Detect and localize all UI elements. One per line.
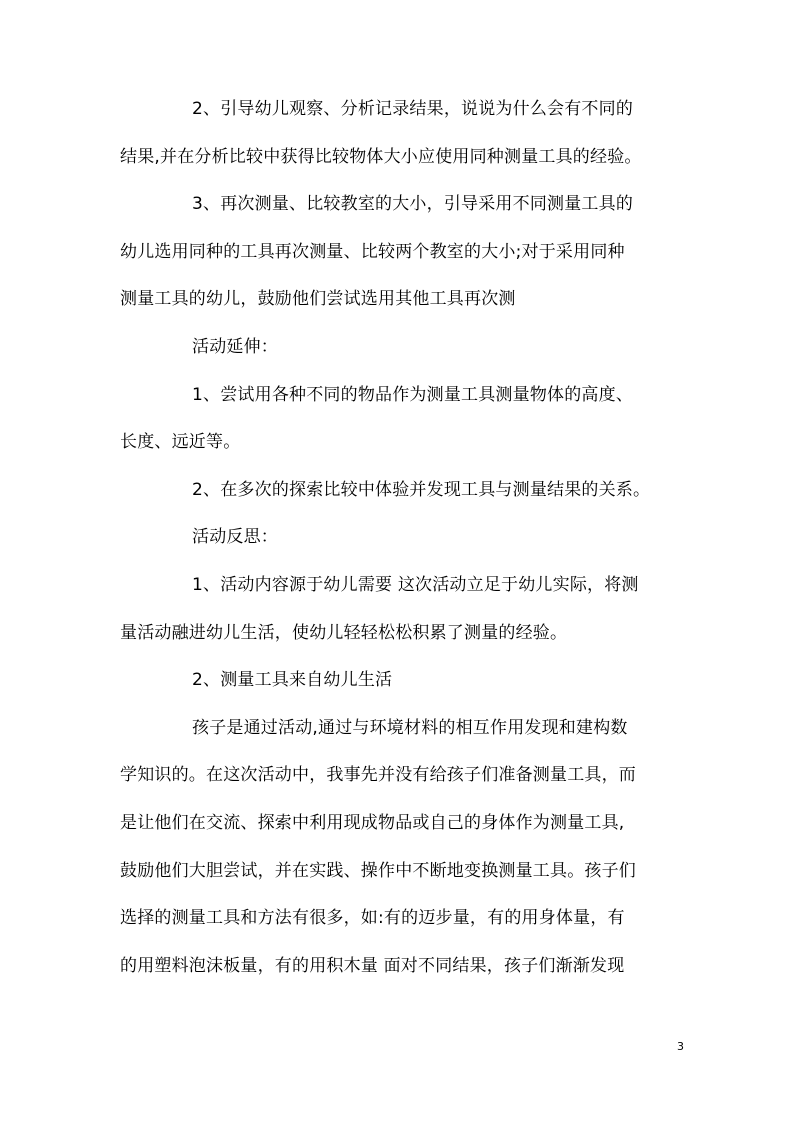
- paragraph-line: 学知识的。在这次活动中，我事先并没有给孩子们准备测量工具，而: [120, 765, 636, 786]
- paragraph-line: 结果,并在分析比较中获得比较物体大小应使用同种测量工具的经验。: [120, 146, 642, 167]
- paragraph-line: 孩子是通过活动,通过与环境材料的相互作用发现和建构数: [192, 717, 628, 738]
- paragraph-line: 2、在多次的探索比较中体验并发现工具与测量结果的关系。: [192, 479, 651, 500]
- paragraph-line: 是让他们在交流、探索中利用现成物品或自己的身体作为测量工具,: [120, 812, 625, 833]
- paragraph-line: 2、测量工具来自幼儿生活: [192, 670, 393, 691]
- paragraph-line: 鼓励他们大胆尝试，并在实践、操作中不断地变换测量工具。孩子们: [120, 860, 636, 881]
- paragraph-line: 2、引导幼儿观察、分析记录结果，说说为什么会有不同的: [192, 99, 634, 119]
- body-text: [120, 86, 694, 990]
- paragraph-line: 的用塑料泡沫板量，有的用积木量 面对不同结果，孩子们渐渐发现: [120, 955, 625, 976]
- page-number: 3: [677, 1040, 684, 1053]
- paragraph-line: 量活动融进幼儿生活，使幼儿轻轻松松积累了测量的经验。: [120, 622, 568, 643]
- section-heading: 活动延伸：: [192, 336, 278, 357]
- paragraph-line: 1、尝试用各种不同的物品作为测量工具测量物体的高度、: [192, 384, 634, 405]
- section-heading: 活动反思：: [192, 527, 278, 548]
- paragraph-line: 选择的测量工具和方法有很多，如:有的迈步量，有的用身体量，有: [120, 908, 625, 929]
- paragraph-line: 测量工具的幼儿，鼓励他们尝试选用其他工具再次测: [120, 289, 516, 310]
- paragraph-line: 长度、远近等。: [120, 432, 241, 453]
- paragraph-line: 幼儿选用同种的工具再次测量、比较两个教室的大小;对于采用同种: [120, 241, 625, 262]
- paragraph-line: 1、活动内容源于幼儿需要 这次活动立足于幼儿实际，将测: [192, 574, 639, 595]
- paragraph-line: 3、再次测量、比较教室的大小，引导采用不同测量工具的: [192, 194, 634, 215]
